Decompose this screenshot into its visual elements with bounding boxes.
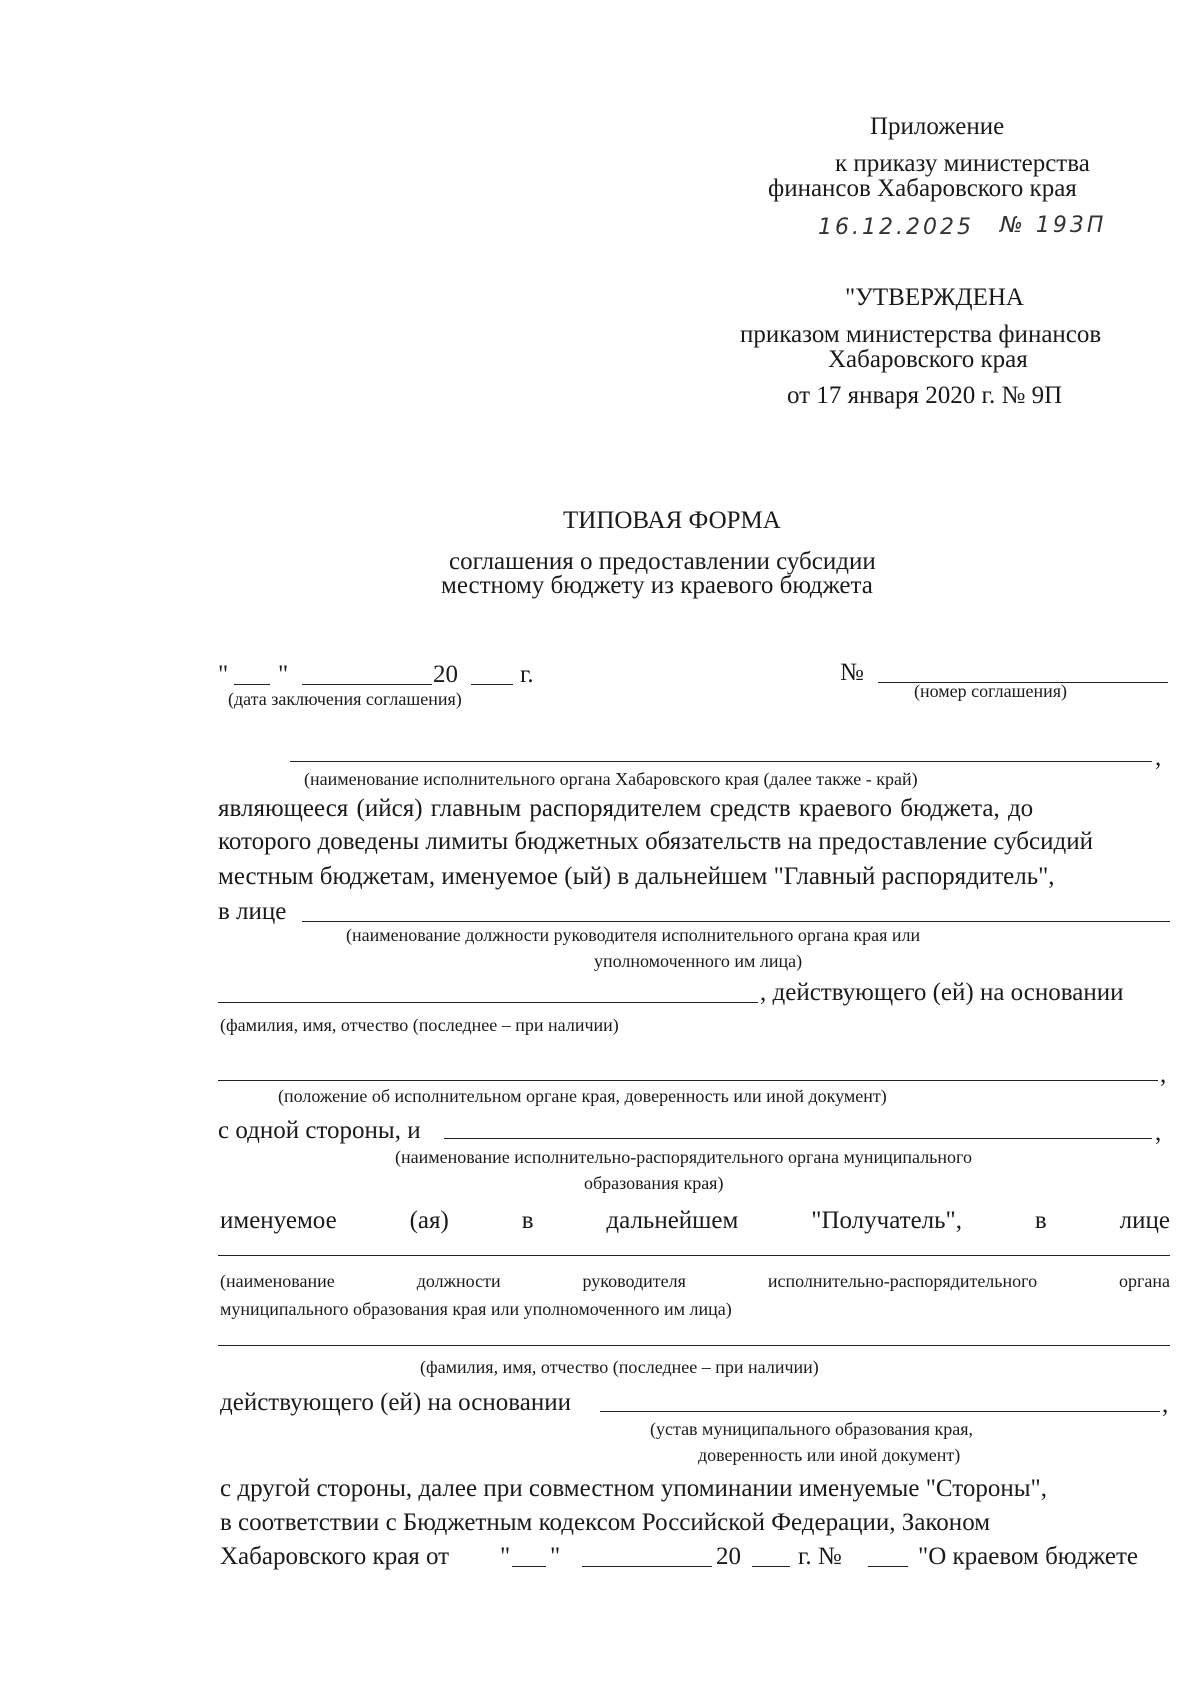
- caption-word: органа: [1119, 1271, 1170, 1291]
- handwritten-number: № 193П: [1000, 213, 1107, 238]
- caption-word: руководителя: [582, 1271, 686, 1291]
- caption-head-position-1: (наименование должности руководителя исполнительного органа края или: [346, 925, 921, 945]
- charter-blank: [600, 1411, 1160, 1412]
- charter-comma: ,: [1162, 1391, 1169, 1418]
- approval-date: от 17 января 2020 г. № 9П: [787, 382, 1063, 409]
- para2-g-no: г. №: [798, 1543, 842, 1570]
- fio-blank-1: [218, 1002, 758, 1003]
- para1-line2: которого доведены лимиты бюджетных обязательств на предоставление субсидий: [218, 828, 1093, 855]
- caption-head-position-2: уполномоченного им лица): [594, 951, 803, 971]
- municipal-head-blank: [218, 1255, 1170, 1256]
- caption-charter-1: (устав муниципального образования края,: [650, 1419, 973, 1439]
- caption-word: должности: [416, 1271, 501, 1291]
- number-sign: №: [840, 659, 864, 686]
- acting-basis-2-label: действующего (ей) на основании: [220, 1389, 571, 1416]
- form-subtitle-1: соглашения о предоставлении субсидии: [449, 548, 876, 575]
- caption-executive-organ: (наименование исполнительного органа Хабаровского края (далее также - край): [304, 769, 918, 789]
- handwritten-date: 16.12.2025: [818, 215, 974, 240]
- one-side-label: с одной стороны, и: [218, 1117, 421, 1144]
- region-label: Хабаровского края: [828, 346, 1028, 373]
- law-day-blank: [512, 1566, 546, 1567]
- fio-blank-2: [218, 1345, 1170, 1346]
- municipal-organ-comma: ,: [1155, 1119, 1162, 1146]
- date-close-quote: ": [278, 661, 289, 688]
- para1-line1: являющееся (ийся) главным распорядителем средств краевого бюджета, до: [218, 795, 1034, 822]
- acting-basis-label: , действующего (ей) на основании: [760, 979, 1124, 1006]
- executive-organ-comma: ,: [1155, 744, 1162, 771]
- para2-line3-start: Хабаровского края от: [220, 1543, 450, 1570]
- named-word: дальнейшем: [606, 1207, 739, 1234]
- ministry-label: финансов Хабаровского края: [768, 175, 1077, 202]
- regulation-blank: [218, 1080, 1158, 1081]
- year-prefix: 20: [433, 661, 458, 688]
- caption-word: исполнительно-распорядительного: [767, 1271, 1038, 1291]
- para2-year: 20: [716, 1543, 741, 1570]
- named-word: (ая): [409, 1207, 449, 1234]
- para2-law-title: "О краевом бюджете: [918, 1543, 1138, 1570]
- day-blank: [234, 684, 270, 685]
- in-person-label: в лице: [218, 898, 287, 925]
- caption-municipal-organ-1: (наименование исполнительно-распорядительного органа муниципального: [395, 1147, 972, 1167]
- executive-organ-blank: [290, 761, 1152, 762]
- caption-fio-2: (фамилия, имя, отчество (последнее – при наличии): [420, 1357, 819, 1377]
- month-blank: [302, 684, 432, 685]
- date-open-quote: ": [218, 661, 229, 688]
- para2-open-quote: ": [500, 1543, 511, 1570]
- head-position-blank: [302, 921, 1170, 922]
- caption-municipal-head-2: муниципального образования края или уполномоченного им лица): [220, 1299, 732, 1319]
- by-order-label: приказом министерства финансов: [740, 321, 1102, 348]
- number-caption: (номер соглашения): [914, 681, 1067, 701]
- para2-line2: в соответствии с Бюджетным кодексом Российской Федерации, Законом: [220, 1509, 991, 1536]
- form-subtitle-2: местному бюджету из краевого бюджета: [441, 572, 873, 599]
- caption-word: (наименование: [220, 1271, 335, 1291]
- date-caption: (дата заключения соглашения): [228, 689, 462, 709]
- caption-charter-2: доверенность или иной документ): [698, 1445, 961, 1465]
- approved-label: "УТВЕРЖДЕНА: [845, 284, 1024, 311]
- caption-municipal-organ-2: образования края): [584, 1173, 724, 1193]
- named-word: в: [521, 1207, 534, 1234]
- year-suffix: г.: [520, 661, 534, 688]
- caption-municipal-head-1: [220, 1272, 1170, 1290]
- law-month-blank: [582, 1566, 712, 1567]
- para1-line3: местным бюджетам, именуемое (ый) в дальнейшем "Главный распорядитель",: [218, 863, 1055, 890]
- appendix-label: Приложение: [870, 113, 1005, 140]
- year-blank: [471, 684, 513, 685]
- named-word: именуемое: [220, 1207, 337, 1234]
- regulation-comma: ,: [1160, 1061, 1167, 1088]
- law-year-blank: [752, 1566, 790, 1567]
- caption-regulation: (положение об исполнительном органе края, доверенность или иной документ): [278, 1086, 887, 1106]
- law-number-blank: [868, 1566, 908, 1567]
- named-word: "Получатель",: [811, 1207, 963, 1234]
- named-word: лице: [1119, 1207, 1170, 1234]
- municipal-organ-blank: [444, 1138, 1152, 1139]
- named-word: в: [1034, 1207, 1047, 1234]
- to-order-label: к приказу министерства: [835, 150, 1090, 177]
- para2-close-quote: ": [550, 1543, 561, 1570]
- para2-line1: с другой стороны, далее при совместном упоминании именуемые "Стороны",: [220, 1475, 1047, 1502]
- caption-fio-1: (фамилия, имя, отчество (последнее – при наличии): [220, 1015, 619, 1035]
- form-title: ТИПОВАЯ ФОРМА: [563, 507, 781, 534]
- named-recipient-line: [220, 1208, 1170, 1233]
